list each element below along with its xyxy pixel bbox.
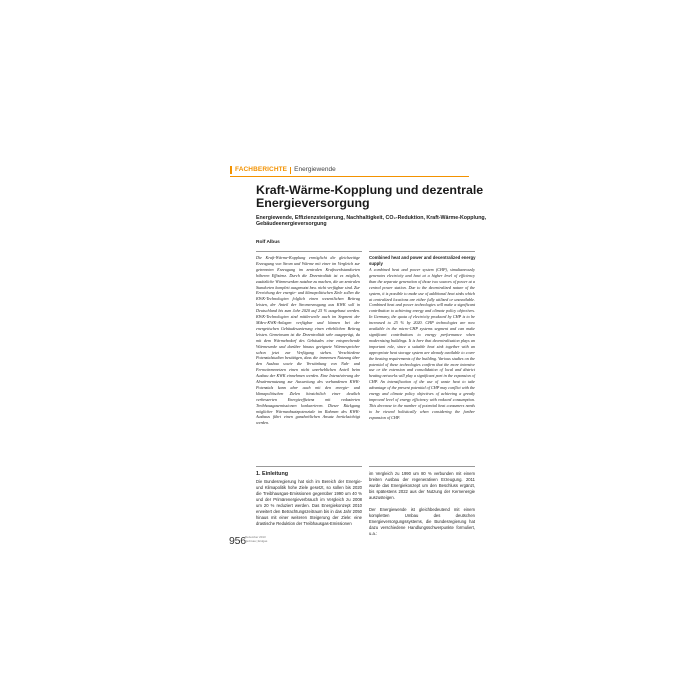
abstract-en-rule: [369, 251, 475, 252]
section-rule-right: [369, 466, 475, 467]
body-column-right: [369, 471, 475, 543]
page-number: 956: [229, 535, 246, 547]
section-rule-left: [256, 466, 362, 467]
section-header: [230, 166, 336, 174]
body-paragraph: im Vergleich zu 1990 um 80 % verbunden mit einem breiten Ausbau der regenerativen Erzeugung. 2011 wurde das Energiekonzept um den Beschluss ergänzt, bis spätestens 2022 aus der Nutzung der Kernenergie auszusteigen.: [369, 471, 475, 500]
section-subcategory: Energiewende: [294, 166, 336, 173]
abstract-english: A combined heat and power system (CHP), simultaneously generates electricity and heat at a higher level of efficiency than the separate generation of those two sources of power at a central power station. Due to the decentralized nature of the system, it is possible to make use of additional heat sinks which at centralized locations are either fully utilized or unavailable. Combined heat and power technologies will make a significant contribution to achieving energy and climate policy objectives. In Germany, the quota of electricity produced by CHP is to be increased to 25 % by 2020. CHP technologies are now available in the micro-CHP systems segment and can make significant contributions to energy performance when modernising buildings. It is here that decentralisation plays an important role, since a suitable heat sink together with an appropriate heat storage system are already available to cover the heating requirements of the building. Various studies on the potential of these technologies confirm that the more intensive use or the extension and consolidation of local and district heating networks will play a significant part in the expansion of CHP. An intensification of the use of waste heat to take advantage of the present potential of CHP may conflict with the energy and climate policy objectives of achieving a greatly improved level of energy efficiency with reduced consumption. This decrease in the number of potential heat consumers needs to be viewed holistically when considering the further expansion of CHP.: [369, 267, 475, 420]
article-author: Rolf Albus: [256, 240, 280, 245]
body-column-left: [256, 479, 362, 533]
section-category: FACHBERICHTE: [235, 166, 288, 173]
page-footer-meta: [245, 536, 267, 543]
article-title: Kraft-Wärme-Kopplung und dezentrale Energieversorgung: [256, 183, 484, 211]
section-divider: [290, 167, 291, 174]
section-marker: [230, 166, 232, 174]
body-paragraph: Die Bundesregierung hat sich im Bereich der Energie- und Klimapolitik hohe Ziele gesetzt, so sollen bis 2020 die Treibhausgas-Emissionen gegenüber 1990 um 40 % und der Primärenergieverbrauch im Vergleich zu 2008 um 20 % reduziert werden. Das Energiekonzept 2010 erweitert den Betrachtungszeitraum bis in das Jahr 2050 hinaus mit einer weiteren Steigerung der Ziele: eine drastische Reduktion der Treibhausgas-Emissionen: [256, 479, 362, 526]
abstract-german: Die Kraft-Wärme-Kopplung ermöglicht die gleichzeitige Erzeugung von Strom und Wärme mit einer im Vergleich zur getrennten Erzeugung im zentralen Kraftwerkstandorten höheren Effizienz. Durch die Dezentralität ist es möglich, zusätzliche Wärmesenken nutzbar zu machen, die an zentralen Standorten komplett ausgenutzt bzw. nicht verfügbar sind. Zur Erreichung der energie- und klimapolitischen Ziele sollen die KWK-Technologien folglich einen wesentlichen Beitrag leisten, der Anteil der Stromerzeugung aus KWK soll in Deutschland bis zum Jahr 2020 auf 25 % ausgebaut werden. KWK-Technologien sind mittlerweile auch im Segment der Mikro-KWK-Anlagen verfügbar und können bei der energetischen Gebäudesanierung einen erheblichen Beitrag leisten. Gemeinsam ist die Dezentralität sehr ausgeprägt, da mit dem Wärmebedarf des Gebäudes eine entsprechende Wärmesenke und darüber hinaus geeignete Wärmespeicher schon jetzt zur Verfügung stehen. Verschiedene Potenzialstudien bestätigen, dass die immensen Nutzung über den Ausbau sowie die Verstärkung von Nah- und Fernwärmenetzen einen nicht unerheblichen Anteil beim Ausbau der KWK einnehmen werden. Eine Intensivierung der Abwärmenutzung zur Ausweitung des vorhandenen KWK-Potenzials kann aber auch mit den energie- und klimapolitischen Zielen hinsichtlich einer deutlich verbesserten Energieeffizienz mit reduzierten Treibhausgasemissionen konkurrieren. Dieser Rückgang möglicher Wärmeabsatzpotenziale im Rahmen des KWK-Ausbaus führt einen ganzheitlichen Ansatz berücksichtigt werden.: [256, 255, 360, 426]
abstract-english-title: Combined heat and power and decentralized energy supply: [369, 255, 476, 266]
issue-date: Dezember 2013: [245, 535, 266, 539]
header-rule: [230, 176, 469, 177]
abstract-de-rule: [256, 251, 362, 252]
journal-name: gwf-Gas | Erdgas: [245, 538, 268, 543]
article-keywords: Energiewende, Effizienzsteigerung, Nachhaltigkeit, CO₂-Reduktion, Kraft-Wärme-Kopplung, Gebäudeenergieversorgung: [256, 215, 487, 228]
body-paragraph: Der Energiewende ist gleichbedeutend mit einem kompletten Umbau des deutschen Energieversorgungssystems, die Bundesregierung hat dazu verschiedene Handlungsschwerpunkte formuliert, u.a.:: [369, 507, 475, 536]
section-heading: 1. Einleitung: [256, 471, 289, 477]
